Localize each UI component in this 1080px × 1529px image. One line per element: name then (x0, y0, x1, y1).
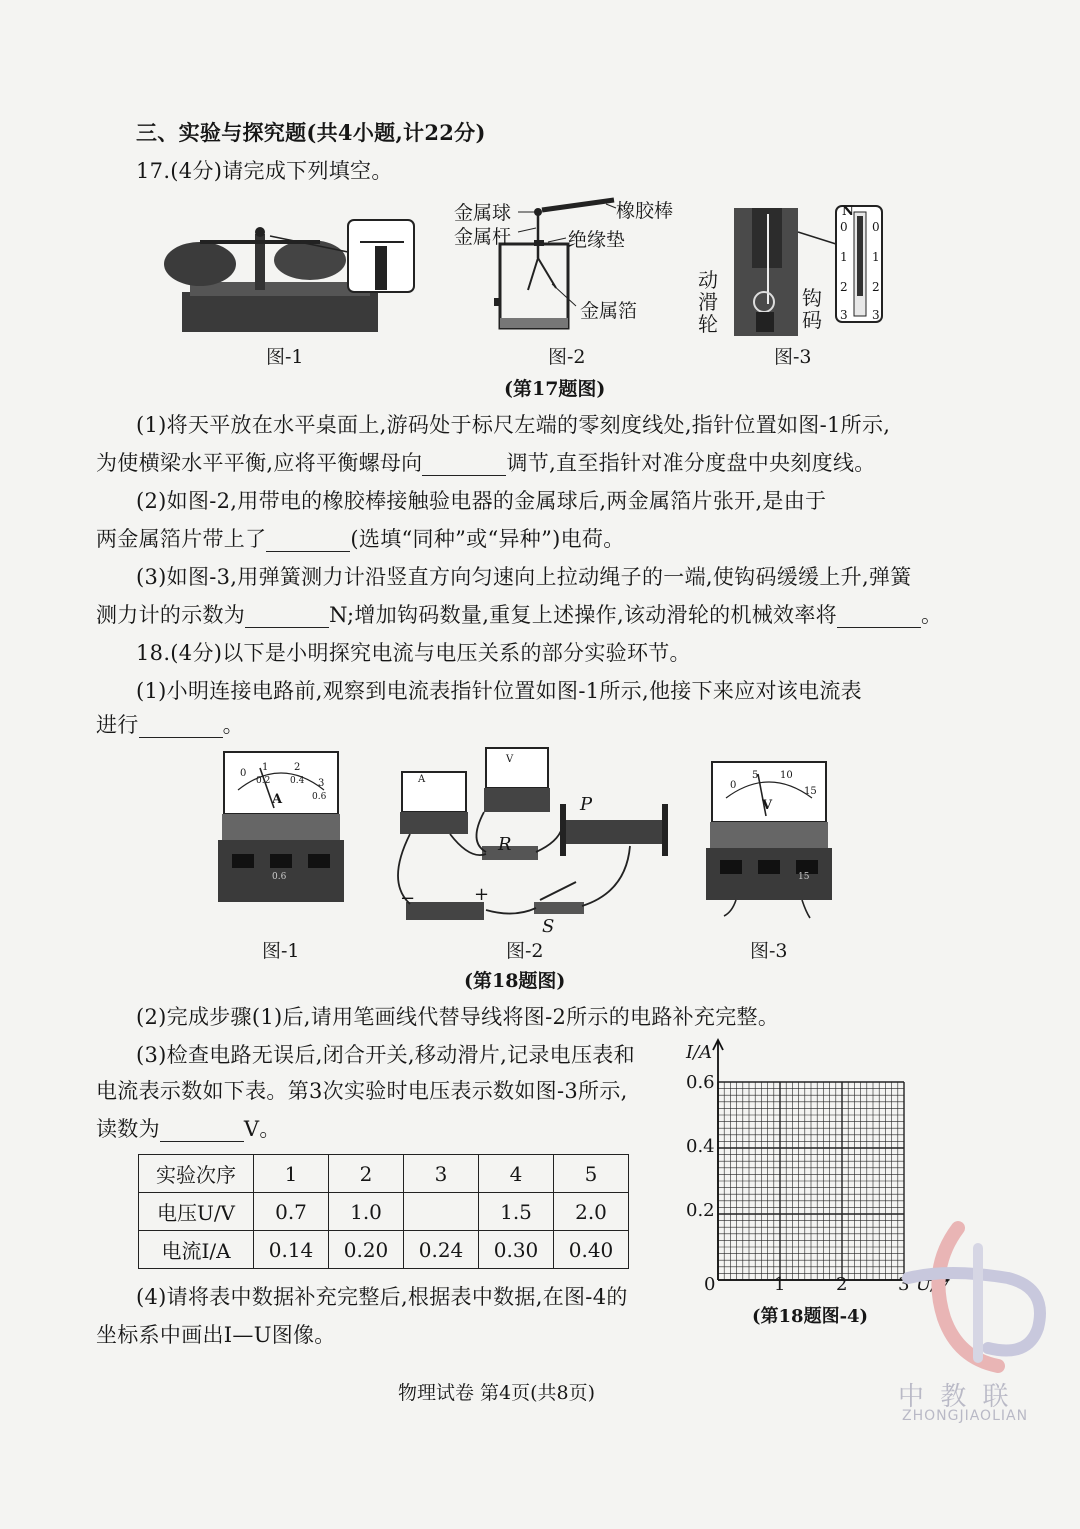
circuit-ammeter-symbol: A (418, 774, 426, 785)
voltmeter-symbol: V (762, 798, 773, 813)
ammeter-terminal-06: 0.6 (272, 872, 287, 882)
fig18-3-caption: 图-3 (750, 940, 788, 962)
scale-left-2: 2 (840, 280, 848, 294)
label-metal-ball: 金属球 (454, 202, 512, 224)
fig17-1-caption: 图-1 (266, 346, 304, 368)
answer-blank[interactable] (245, 603, 329, 628)
scale-right-3: 3 (872, 308, 880, 322)
watermark-cn: 中 教 联 (898, 1382, 1013, 1412)
q18-part2: (2)完成步骤(1)后,请用笔画线代替导线将图-2所示的电路补充完整。 (136, 1005, 780, 1029)
table-row-label: 电流I/A (139, 1231, 254, 1269)
voltmeter-dial-5: 5 (752, 770, 759, 781)
table-cell: 2.0 (554, 1193, 629, 1231)
scale-right-1: 1 (872, 250, 880, 264)
resistor-label: R (498, 834, 512, 855)
table-cell: 0.40 (554, 1231, 629, 1269)
voltmeter-dial-0: 0 (730, 780, 737, 791)
table-row (139, 1193, 629, 1231)
table-row (139, 1231, 629, 1269)
table-cell: 0.20 (329, 1231, 404, 1269)
fig18-2-caption: 图-2 (506, 940, 544, 962)
label-pulley-1: 动 (698, 268, 718, 292)
scale-right-0: 0 (872, 220, 880, 234)
ammeter-symbol: A (272, 792, 283, 807)
table-cell: 0.30 (479, 1231, 554, 1269)
fig18-group-caption: (第18题图) (464, 970, 566, 992)
ammeter-dial-02: 0.2 (256, 776, 271, 786)
ammeter-dial-04: 0.4 (290, 776, 305, 786)
ammeter-figure (218, 750, 344, 912)
label-metal-rod: 金属杆 (454, 226, 512, 248)
table-cell: 1.0 (329, 1193, 404, 1231)
graph-origin: 0 (704, 1274, 716, 1295)
table-cell: 1.5 (479, 1193, 554, 1231)
slider-label: P (580, 794, 593, 815)
graph-x-tick-2: 2 (836, 1274, 848, 1295)
data-table (138, 1154, 629, 1269)
battery-minus: − (400, 888, 416, 909)
zhongjiaolian-logo-icon (888, 1208, 1058, 1378)
fig17-2-caption: 图-2 (548, 346, 586, 368)
voltmeter-dial-10: 10 (780, 770, 793, 781)
scale-left-3: 3 (840, 308, 848, 322)
battery-plus: + (474, 884, 490, 905)
label-rubber-rod: 橡胶棒 (616, 200, 674, 222)
table-header-cell: 2 (329, 1155, 404, 1193)
table-cell: 0.7 (254, 1193, 329, 1231)
q18-part1-line1: (1)小明连接电路前,观察到电流表指针位置如图-1所示,他接下来应对该电流表 (136, 679, 862, 703)
table-row-label: 电压U/V (139, 1193, 254, 1231)
table-header-cell: 实验次序 (139, 1155, 254, 1193)
q18-part3-line1: (3)检查电路无误后,闭合开关,移动滑片,记录电压表和 (136, 1043, 635, 1067)
answer-blank[interactable] (837, 603, 921, 628)
table-header-cell: 3 (404, 1155, 479, 1193)
graph-y-tick-06: 0.6 (686, 1072, 715, 1093)
ammeter-dial-0: 0 (240, 768, 247, 779)
circuit-voltmeter-symbol: V (506, 754, 514, 765)
q17-part2-line1: (2)如图-2,用带电的橡胶棒接触验电器的金属球后,两金属箔片张开,是由于 (136, 489, 827, 513)
q17-part1-line1: (1)将天平放在水平桌面上,游码处于标尺左端的零刻度线处,指针位置如图-1所示, (136, 413, 891, 437)
table-cell: 0.14 (254, 1231, 329, 1269)
voltmeter-figure (706, 760, 832, 920)
scale-unit: N (842, 204, 854, 219)
table-header-cell: 1 (254, 1155, 329, 1193)
answer-blank[interactable] (422, 451, 506, 476)
fig18-4-caption: (第18题图-4) (752, 1306, 869, 1327)
scale-right-2: 2 (872, 280, 880, 294)
circuit-figure (390, 742, 680, 932)
graph-x-axis-label: U/V (916, 1274, 951, 1295)
fig18-1-caption: 图-1 (262, 940, 300, 962)
graph-x-tick-3: 3 (898, 1274, 910, 1295)
ammeter-dial-2: 2 (294, 762, 301, 773)
label-metal-foil: 金属箔 (580, 300, 638, 322)
ammeter-dial-06: 0.6 (312, 792, 327, 802)
label-weight-1: 钩 (802, 286, 822, 310)
graph-y-tick-04: 0.4 (686, 1136, 715, 1157)
q17-part2-line2: 两金属箔片带上了 (选填“同种”或“异种”)电荷。 (96, 527, 625, 551)
label-weight-2: 码 (802, 308, 822, 332)
graph-y-axis-label: I/A (686, 1042, 713, 1063)
fig17-3-caption: 图-3 (774, 346, 812, 368)
table-cell-blank[interactable] (404, 1193, 479, 1231)
q18-part4-line2: 坐标系中画出I—U图像。 (96, 1323, 336, 1347)
fig17-group-caption: (第17题图) (504, 378, 606, 400)
switch-label: S (542, 916, 555, 937)
table-header-cell: 4 (479, 1155, 554, 1193)
answer-blank[interactable] (160, 1117, 244, 1142)
q17-part3-line1: (3)如图-3,用弹簧测力计沿竖直方向匀速向上拉动绳子的一端,使钩码缓缓上升,弹簧 (136, 565, 912, 589)
answer-blank[interactable] (139, 713, 223, 738)
table-row (139, 1155, 629, 1193)
graph-x-tick-1: 1 (774, 1274, 786, 1295)
graph-y-tick-02: 0.2 (686, 1200, 715, 1221)
balance-figure (160, 212, 420, 342)
question-17-intro: 17.(4分)请完成下列填空。 (136, 159, 393, 183)
table-cell: 0.24 (404, 1231, 479, 1269)
q18-part3-line2: 电流表示数如下表。第3次实验时电压表示数如图-3所示, (96, 1079, 628, 1103)
ammeter-dial-1: 1 (262, 762, 269, 773)
page-footer: 物理试卷 第4页(共8页) (398, 1382, 596, 1404)
answer-blank[interactable] (266, 527, 350, 552)
table-header-cell: 5 (554, 1155, 629, 1193)
watermark-en: ZHONGJIAOLIAN (902, 1408, 1029, 1424)
q18-part4-line1: (4)请将表中数据补充完整后,根据表中数据,在图-4的 (136, 1285, 628, 1309)
label-pulley-2: 滑 (698, 290, 718, 314)
label-insulating-pad: 绝缘垫 (568, 229, 626, 251)
q18-part3-line3: 读数为 V。 (96, 1117, 281, 1141)
label-pulley-3: 轮 (698, 312, 718, 336)
q18-part1-line2: 进行 。 (96, 713, 244, 737)
voltmeter-terminal-15: 15 (798, 872, 810, 882)
section-title: 三、实验与探究题(共4小题,计22分) (136, 120, 486, 145)
scale-left-1: 1 (840, 250, 848, 264)
scale-left-0: 0 (840, 220, 848, 234)
ammeter-dial-3: 3 (318, 778, 325, 789)
question-18-intro: 18.(4分)以下是小明探究电流与电压关系的部分实验环节。 (136, 641, 691, 665)
q17-part3-line2: 测力计的示数为 N;增加钩码数量,重复上述操作,该动滑轮的机械效率将 。 (96, 603, 943, 627)
q17-part1-line2: 为使横梁水平平衡,应将平衡螺母向 调节,直至指针对准分度盘中央刻度线。 (96, 451, 876, 475)
voltmeter-dial-15: 15 (804, 786, 817, 797)
